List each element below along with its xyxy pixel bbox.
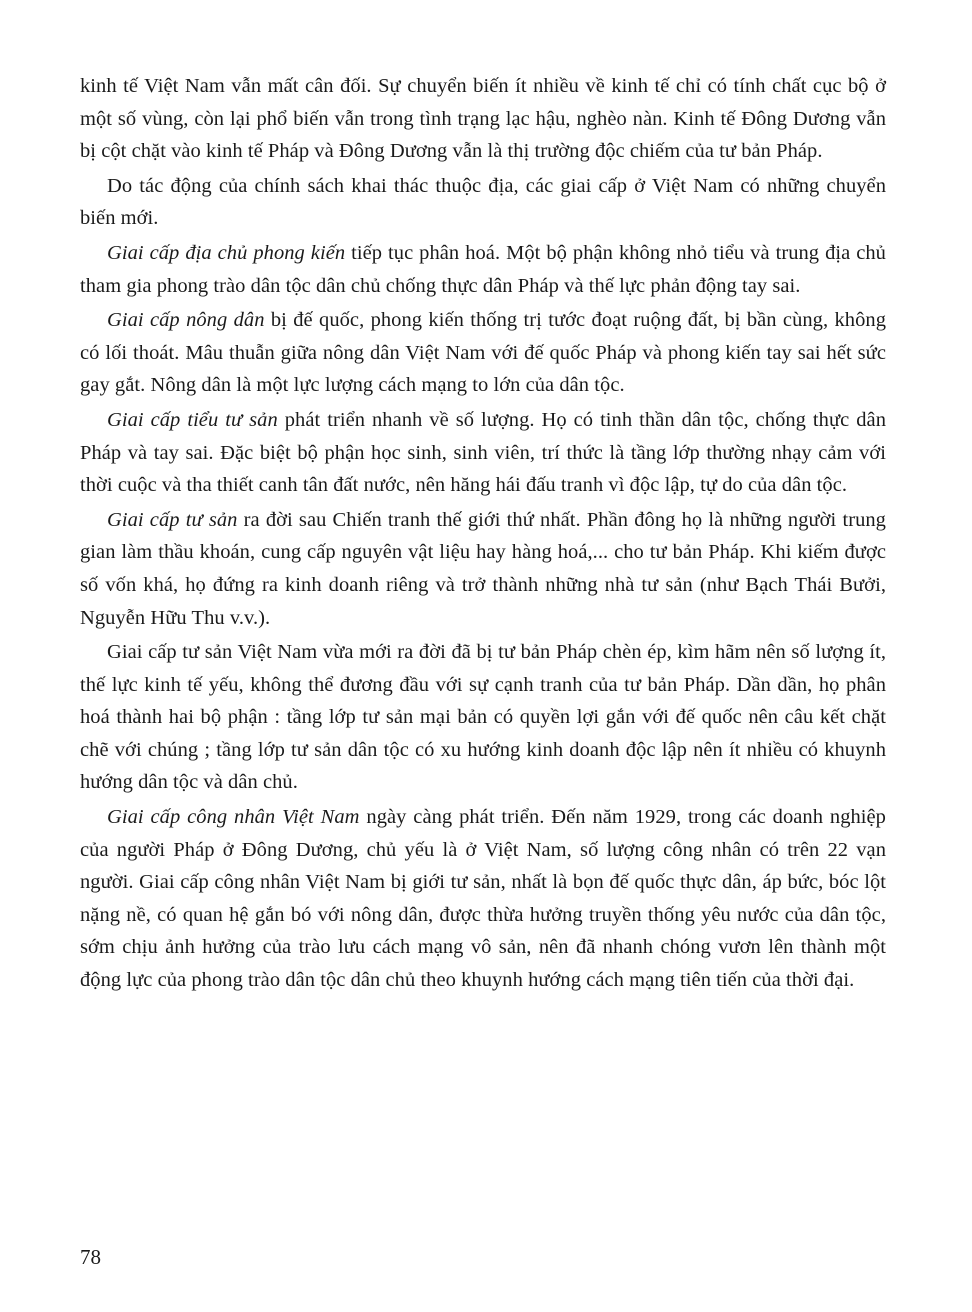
class-term: Giai cấp nông dân bbox=[107, 309, 265, 332]
page-number: 78 bbox=[80, 1245, 101, 1269]
class-term: Giai cấp công nhân Việt Nam bbox=[107, 806, 360, 829]
paragraph-text: Do tác động của chính sách khai thác thuộc địa, các giai cấp ở Việt Nam có những chuyển biến mới. bbox=[80, 174, 886, 230]
paragraph-text: phát triển nhanh về số lượng. Họ có tinh thần dân tộc, chống thực dân Pháp và tay sai. Đặc biệt bộ phận học sinh, sinh viên, trí thức là tầng lớp thường nhạy cảm với thời cuộc và tha thiết canh tân đất nước, nên hăng hái đấu tranh vì độc lập, tự do của dân tộc. bbox=[80, 408, 886, 497]
paragraph-text: bị đế quốc, phong kiến thống trị tước đoạt ruộng đất, bị bần cùng, không có lối thoát. Mâu thuẫn giữa nông dân Việt Nam với đế quốc Pháp và phong kiến tay sai hết sức gay gắt. Nông dân là một lực lượng cách mạng to lớn của dân tộc. bbox=[80, 309, 886, 397]
paragraph-economy-continuation bbox=[80, 70, 886, 168]
paragraph-class-changes-intro bbox=[80, 170, 886, 235]
paragraph-landlord-class bbox=[80, 237, 886, 302]
paragraph-petty-bourgeois-class bbox=[80, 404, 886, 502]
paragraph-bourgeois-division bbox=[80, 636, 886, 799]
class-term: Giai cấp địa chủ phong kiến bbox=[107, 241, 346, 264]
class-term: Giai cấp tiểu tư sản bbox=[107, 408, 278, 431]
paragraph-text: ngày càng phát triển. Đến năm 1929, trong các doanh nghiệp của người Pháp ở Đông Dương, chủ yếu là ở Việt Nam, số lượng công nhân có trên 22 vạn người. Giai cấp công nhân Việt Nam bị giới tư sản, nhất là bọn đế quốc thực dân, áp bức, bóc lột nặng nề, có quan hệ gắn bó với nông dân, được thừa hưởng truyền thống yêu nước của dân tộc, sớm chịu ảnh hưởng của trào lưu cách mạng vô sản, nên đã nhanh chóng vươn lên thành một động lực của phong trào dân tộc dân chủ theo khuynh hướng cách mạng tiên tiến của thời đại. bbox=[80, 806, 886, 992]
paragraph-peasant-class bbox=[80, 304, 886, 402]
paragraph-text: tiếp tục phân hoá. Một bộ phận không nhỏ tiểu và trung địa chủ tham gia phong trào dân tộc dân chủ chống thực dân Pháp và thế lực phản động tay sai. bbox=[80, 241, 886, 297]
class-term: Giai cấp tư sản bbox=[107, 508, 238, 531]
body-text bbox=[80, 70, 886, 999]
paragraph-bourgeois-class bbox=[80, 504, 886, 634]
paragraph-worker-class bbox=[80, 801, 886, 997]
paragraph-text: Giai cấp tư sản Việt Nam vừa mới ra đời đã bị tư bản Pháp chèn ép, kìm hãm nên số lượng ít, thế lực kinh tế yếu, không thể đương đầu với sự cạnh tranh của tư bản Pháp. Dần dần, họ phân hoá thành hai bộ phận : tầng lớp tư sản mại bản có quyền lợi gắn với đế quốc nên câu kết chặt chẽ với chúng ; tầng lớp tư sản dân tộc có xu hướng kinh doanh độc lập nên ít nhiều có khuynh hướng dân tộc và dân chủ. bbox=[80, 641, 886, 794]
paragraph-text: ra đời sau Chiến tranh thế giới thứ nhất. Phần đông họ là những người trung gian làm thầu khoán, cung cấp nguyên vật liệu hay hàng hoá,... cho tư bản Pháp. Khi kiếm được số vốn khá, họ đứng ra kinh doanh riêng và trở thành những nhà tư sản (như Bạch Thái Bưởi, Nguyễn Hữu Thu v.v.). bbox=[80, 508, 886, 629]
paragraph-text: kinh tế Việt Nam vẫn mất cân đối. Sự chuyển biến ít nhiều về kinh tế chỉ có tính chất cục bộ ở một số vùng, còn lại phổ biến vẫn trong tình trạng lạc hậu, nghèo nàn. Kinh tế Đông Dương vẫn bị cột chặt vào kinh tế Pháp và Đông Dương vẫn là thị trường độc chiếm của tư bản Pháp. bbox=[80, 75, 886, 163]
